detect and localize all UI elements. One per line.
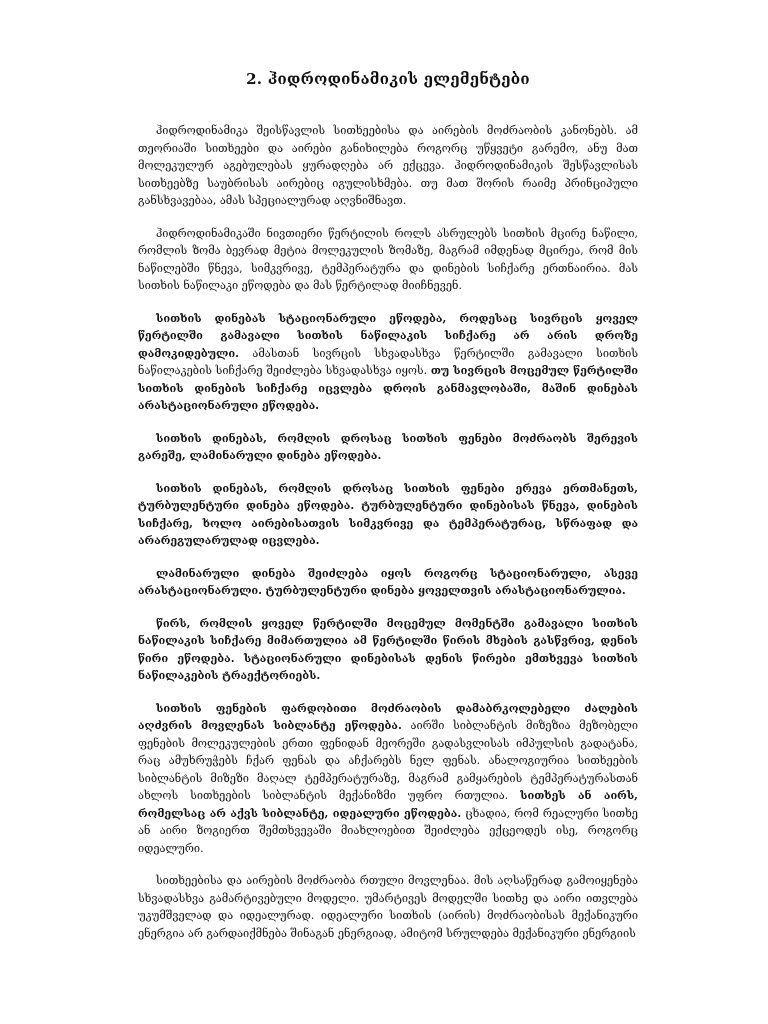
viscosity-definition: სითხის ფენების ფარდობითი მოძრაობის დამაბრკოლებელი ძალების აღძვრის მოვლენას სიბლანტე ეწოდება. <box>138 701 638 732</box>
paragraph-8-text: აირში სიბლანტის მიზეზია მეზობელი ფენების მოლეკულების ერთი ფენიდან მეორეში გადასვლისას იმპულსის გადატანა, რაც ამუხრუჭებს ჩქარ ფენას და აჩქარებს ნელ ფენას. ანალოგიურია სითხეების სიბლანტის მიზეზი მაღალ ტემპერატურაზე, მაგრამ გამყარების ტემპერატურასთან ახლოს სითხეების სიბლანტის მექანიზმი უფრო რთულია. <box>138 719 638 802</box>
paragraph-9 <box>138 872 638 942</box>
turbulent-flow-definition: სითხის დინებას, რომლის დროსაც სითხის ფენები ერევა ერთმანეთს, ტურბულენტური დინება ეწოდება. ტურბულენტური დინებისას წნევა, დინების სიჩქარე, ხოლო აირებისათვის სიმკვრივე და ტემპერატურაც, სწრაფად და არარეგულარულად იცვლება. <box>138 481 638 547</box>
paragraph-4 <box>138 430 638 465</box>
paragraph-9-text: სითხეებისა და აირების მოძრაობა რთული მოვლენაა. მის აღსაწერად გამოიყენება სხვადასხვა გამარტივებული მოდელი. უმარტივეს მოდელში სითხე და აირი ითვლება უკუმშველად და იდეალურად. იდეალური სითხის (აირის) მოძრაობისას მექანიკური ენერგია არ გარდაიქმნება შინაგან ენერგიად, ამიტომ სრულდება მექანიკური ენერგიის <box>138 874 638 940</box>
paragraph-8 <box>138 700 638 858</box>
paragraph-3 <box>138 310 638 415</box>
paragraph-8-tail: ცხადია, რომ რეალური სითხე ან აირი ზოგიერთ შემთხვევაში მიახლოებით შეიძლება ექცეოდეს ისე, როგორც იდეალური. <box>138 806 638 855</box>
document-page <box>138 70 638 957</box>
streamline-definition: წირს, რომლის ყოველ წერტილში მოცემულ მომენტში გამავალი სითხის ნაწილაკის სიჩქარე მიმართულია ამ წერტილში წირის მხების გასწვრივ, დენის წირი ეწოდება. სტაციონარული დინებისას დენის წირები ემთხვევა სითხის ნაწილაკების ტრაექტორიებს. <box>138 616 638 682</box>
paragraph-2 <box>138 225 638 295</box>
paragraph-1-text: ჰიდროდინამიკა შეისწავლის სითხეებისა და აირების მოძრაობის კანონებს. ამ თეორიაში სითხეები და აირები განიხილება როგორც უწყვეტი გარემო, ანუ მათ მოლეკულურ აგებულებას ყურადღება არ ექცევა. ჰიდროდინამიკის შესწავლისას სითხეებზე საუბრისას აირებიც იგულისხმება. თუ მათ შორის რაიმე პრინციპული განსხვავებაა, ამას სპეციალურად აღვნიშნავთ. <box>138 124 638 207</box>
nonstationary-flow-definition: თუ სივრცის მოცემულ წერტილში სითხის დინების სიჩქარე იცვლება დროის განმავლობაში, მაშინ დინებას არასტაციონარული ეწოდება. <box>138 364 639 412</box>
paragraph-7 <box>138 615 638 685</box>
laminar-flow-definition: სითხის დინებას, რომლის დროსაც სითხის ფენები მოძრაობს შერევის გარეშე, ლამინარული დინება ეწოდება. <box>138 431 638 462</box>
stationary-flow-definition: სითხის დინებას სტაციონარული ეწოდება, როდესაც სივრცის ყოველ წერტილში გამავალი სითხის ნაწილაკის სიჩქარე არ არის დროზე დამოკიდებული. <box>138 311 638 360</box>
ideal-fluid-definition: სითხეს ან აირს, რომელსაც არ აქვს სიბლანტე, იდეალური ეწოდება. <box>138 789 638 820</box>
paragraph-2-text: ჰიდროდინამიკაში ნივთიერი წერტილის როლს ასრულებს სითხის მცირე ნაწილი, რომლის ზომა ბევრად მეტია მოლეკულის ზომაზე, მაგრამ იმდენად მცირეა, რომ მის ნაწილებში წნევა, სიმკვრივე, ტემპერატურა და დინების სიჩქარე ერთნაირია. მას სითხის ნაწილაკი ეწოდება და მას წერტილად მიიჩნევენ. <box>138 226 638 292</box>
laminar-turbulent-note: ლამინარული დინება შეიძლება იყოს როგორც სტაციონარული, ასევე არასტაციონარული. ტურბულენტური დინება ყოველთვის არასტაციონარულია. <box>138 566 638 597</box>
paragraph-3-text: ამასთან სივრცის სხვადასხვა წერტილში გამავალი სითხის ნაწილაკების სიჩქარე შეიძლება სხვადასხვა იყოს. <box>138 346 638 377</box>
section-title: 2. ჰიდროდინამიკის ელემენტები <box>246 70 530 88</box>
paragraph-5 <box>138 480 638 550</box>
paragraph-1 <box>138 122 638 210</box>
paragraph-6 <box>138 565 638 600</box>
